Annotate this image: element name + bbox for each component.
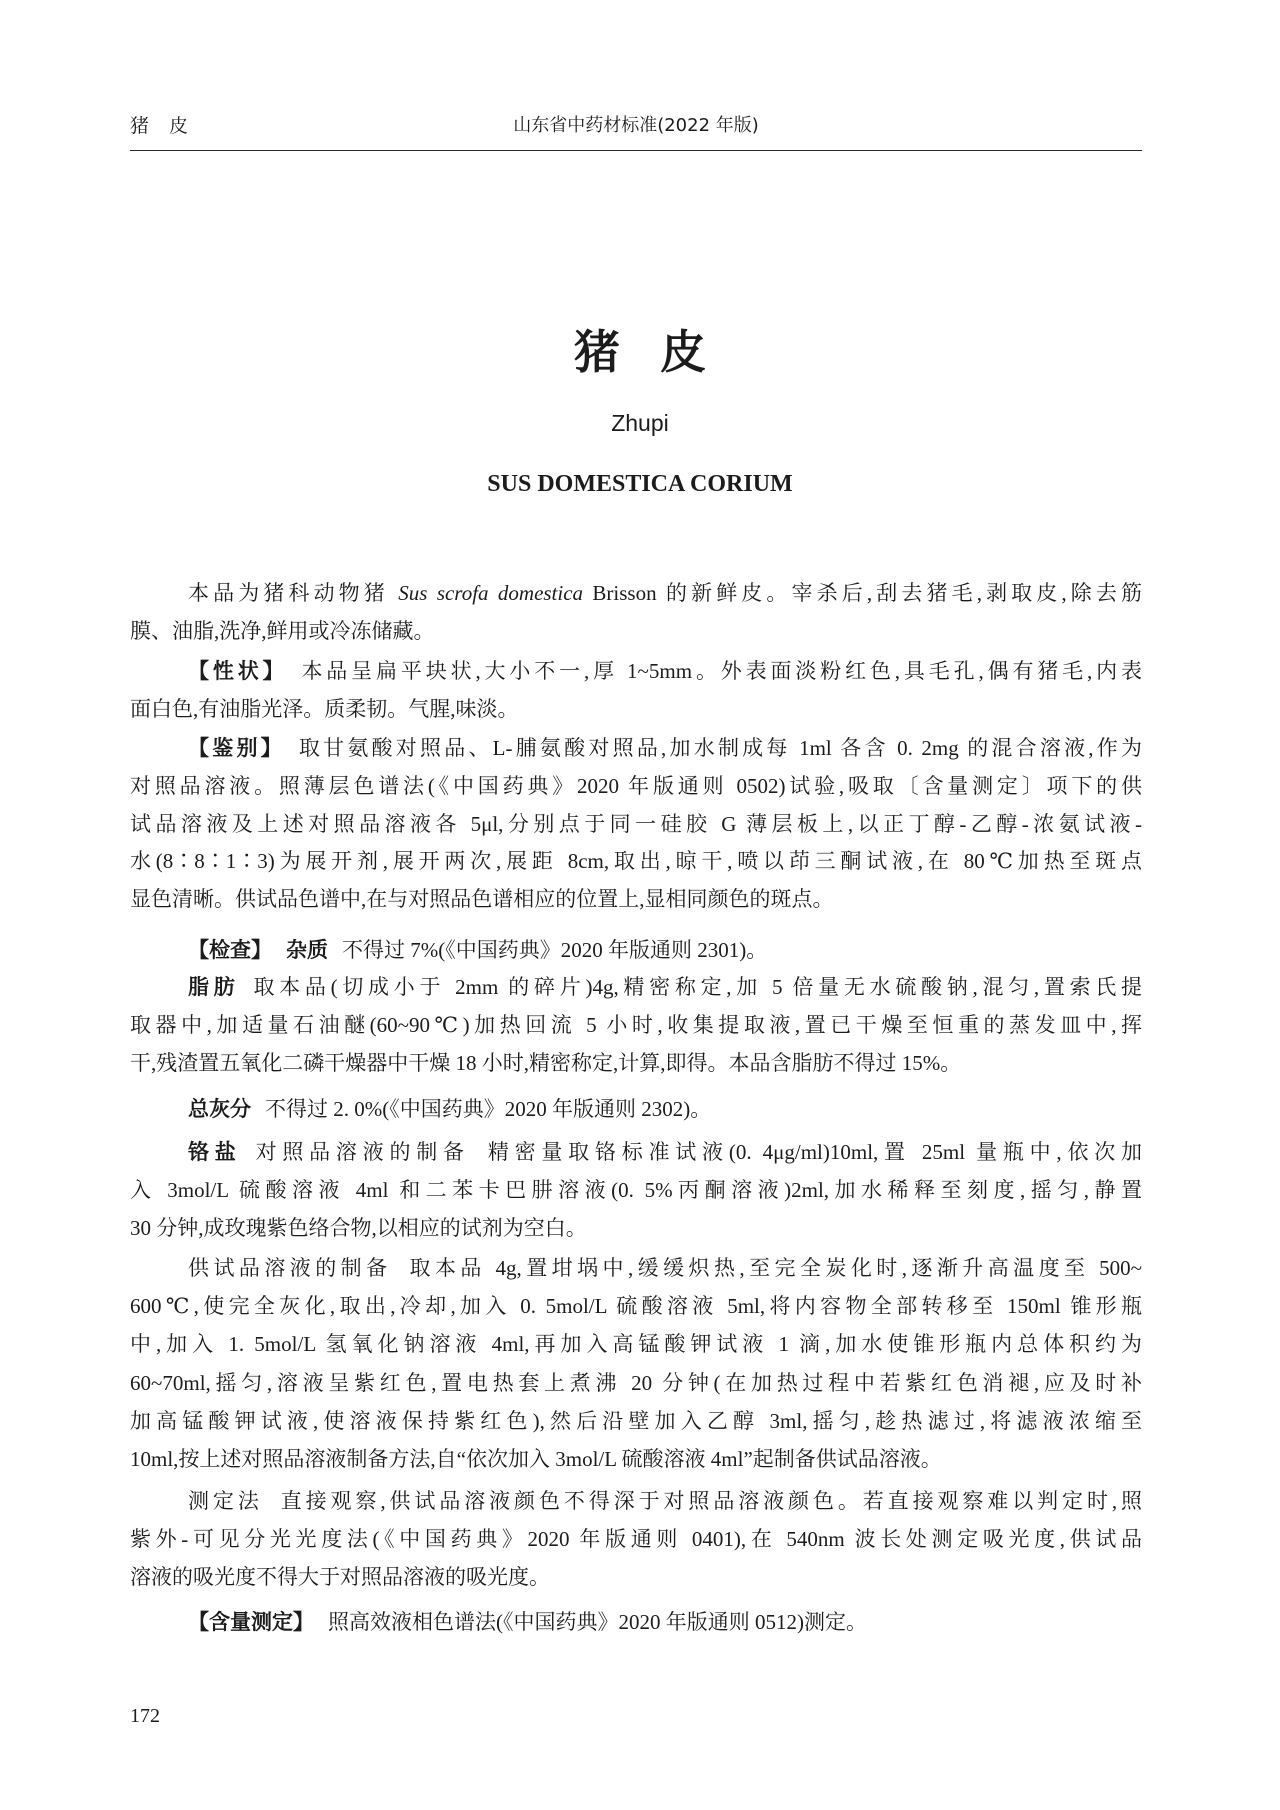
inspection-total-ash — [130, 1091, 1142, 1129]
subsection-label: 脂肪 — [188, 975, 240, 999]
header-book-title: 山东省中药材标准(2022 年版) — [513, 115, 759, 136]
text-line — [130, 932, 1142, 970]
inspection-chromium-method — [130, 1482, 1142, 1597]
text-line: 水(8∶8∶1∶3)为展开剂,展开两次,展距 8cm,取出,晾干,喷以茚三酮试液,在 80℃加热至斑点 — [130, 849, 1142, 874]
procedure-heading: 对照品溶液的制备 — [255, 1140, 470, 1164]
header-section-name: 猪 皮 — [130, 115, 189, 137]
line-text: 精密量取铬标准试液(0. 4μg/ml)10ml,置 25ml 量瓶中,依次加 — [487, 1140, 1143, 1164]
monograph-pinyin: Zhupi — [611, 410, 669, 436]
species-name: Sus scrofa domestica — [398, 581, 584, 605]
text-line: 取器中,加适量石油醚(60~90℃)加热回流 5 小时,收集提取液,置已干燥至恒重的蒸发皿中,挥 — [130, 1012, 1142, 1037]
section-label: 【检查】 — [188, 938, 272, 962]
text-line: 干,残渣置五氧化二磷干燥器中干燥 18 小时,精密称定,计算,即得。本品含脂肪不得过 15%。 — [130, 1050, 962, 1075]
section-label: 【鉴别】 — [188, 736, 285, 760]
subsection-label: 铬盐 — [188, 1140, 242, 1164]
procedure-heading: 测定法 — [188, 1489, 263, 1513]
inspection-chromium-sample — [130, 1249, 1142, 1478]
subsection-label: 杂质 — [286, 938, 328, 962]
text-line: 面白色,有油脂光泽。质柔韧。气腥,味淡。 — [130, 696, 519, 721]
section-label: 【性状】 — [188, 659, 288, 683]
intro-text: Brisson 的新鲜皮。宰杀后,刮去猪毛,剥取皮,除去筋 — [583, 581, 1143, 605]
text-line — [130, 575, 1142, 613]
line-text: 本品呈扁平块状,大小不一,厚 1~5mm。外表面淡粉红色,具毛孔,偶有猪毛,内表 — [301, 659, 1143, 683]
inspection-chromium-reference — [130, 1134, 1142, 1247]
running-header — [130, 112, 1142, 151]
intro-text: 本品为猪科动物猪 — [188, 581, 399, 605]
monograph-latin-name: SUS DOMESTICA CORIUM — [487, 471, 793, 497]
text-line: 对照品溶液。照薄层色谱法(《中国药典》2020 年版通则 0502)试验,吸取〔含量测定〕项下的供 — [130, 773, 1142, 798]
line-text: 照高效液相色谱法(《中国药典》2020 年版通则 0512)测定。 — [328, 1610, 867, 1634]
text-line: 显色清晰。供试品色谱中,在与对照品色谱相应的位置上,显相同颜色的斑点。 — [130, 887, 834, 912]
line-text: 直接观察,供试品溶液颜色不得深于对照品溶液颜色。若直接观察难以判定时,照 — [280, 1489, 1143, 1513]
line-text: 取本品 4g,置坩埚中,缓缓炽热,至完全炭化时,逐渐升高温度至 500~ — [409, 1256, 1143, 1280]
text-line — [130, 1604, 1142, 1642]
text-line — [130, 1249, 1142, 1287]
subsection-label: 总灰分 — [188, 1097, 251, 1121]
text-line: 10ml,按上述对照品溶液制备方法,自“依次加入 3mol/L 硫酸溶液 4ml”起制备供试品溶液。 — [130, 1446, 942, 1471]
text-line: 30 分钟,成玫瑰紫色络合物,以相应的试剂为空白。 — [130, 1215, 587, 1240]
text-line: 试品溶液及上述对照品溶液各 5μl,分别点于同一硅胶 G 薄层板上,以正丁醇-乙醇-浓氨试液- — [130, 811, 1142, 836]
page-number: 172 — [130, 1705, 160, 1727]
text-line: 600℃,使完全灰化,取出,冷却,加入 0. 5mol/L 硫酸溶液 5ml,将内容物全部转移至 150ml 锥形瓶 — [130, 1294, 1142, 1319]
assay-section — [130, 1604, 1142, 1642]
text-line — [130, 1091, 1142, 1129]
text-line — [130, 969, 1142, 1007]
text-line — [130, 1134, 1142, 1172]
monograph-title: 猪 皮 — [573, 325, 706, 379]
text-line: 溶液的吸光度不得大于对照品溶液的吸光度。 — [130, 1565, 550, 1590]
inspection-impurity — [130, 932, 1142, 970]
description-section — [130, 653, 1142, 729]
text-line: 紫外-可见分光光度法(《中国药典》2020 年版通则 0401),在 540nm 波长处测定吸光度,供试品 — [130, 1527, 1142, 1552]
line-text: 不得过 7%(《中国药典》2020 年版通则 2301)。 — [342, 938, 768, 962]
text-line: 膜、油脂,洗净,鲜用或冷冻储藏。 — [130, 618, 435, 643]
line-text: 取甘氨酸对照品、L-脯氨酸对照品,加水制成每 1ml 各含 0. 2mg 的混合溶液,作为 — [298, 736, 1142, 760]
intro-paragraph — [130, 575, 1142, 651]
text-line — [130, 1482, 1142, 1520]
text-line: 入 3mol/L 硫酸溶液 4ml 和二苯卡巴肼溶液(0. 5%丙酮溶液)2ml,加水稀释至刻度,摇匀,静置 — [130, 1177, 1142, 1202]
line-text: 取本品(切成小于 2mm 的碎片)4g,精密称定,加 5 倍量无水硫酸钠,混匀,置索氏提 — [253, 975, 1143, 999]
text-line — [130, 730, 1142, 768]
text-line: 加高锰酸钾试液,使溶液保持紫红色),然后沿壁加入乙醇 3ml,摇匀,趁热滤过,将滤液浓缩至 — [130, 1408, 1142, 1433]
section-label: 【含量测定】 — [188, 1610, 314, 1634]
line-text: 不得过 2. 0%(《中国药典》2020 年版通则 2302)。 — [265, 1097, 712, 1121]
identification-section — [130, 730, 1142, 919]
text-line — [130, 653, 1142, 691]
inspection-fat — [130, 969, 1142, 1082]
text-line: 60~70ml,摇匀,溶液呈紫红色,置电热套上煮沸 20 分钟(在加热过程中若紫红色消褪,应及时补 — [130, 1370, 1142, 1395]
text-line: 中,加入 1. 5mol/L 氢氧化钠溶液 4ml,再加入高锰酸钾试液 1 滴,加水使锥形瓶内总体积约为 — [130, 1332, 1142, 1357]
procedure-heading: 供试品溶液的制备 — [188, 1256, 392, 1280]
